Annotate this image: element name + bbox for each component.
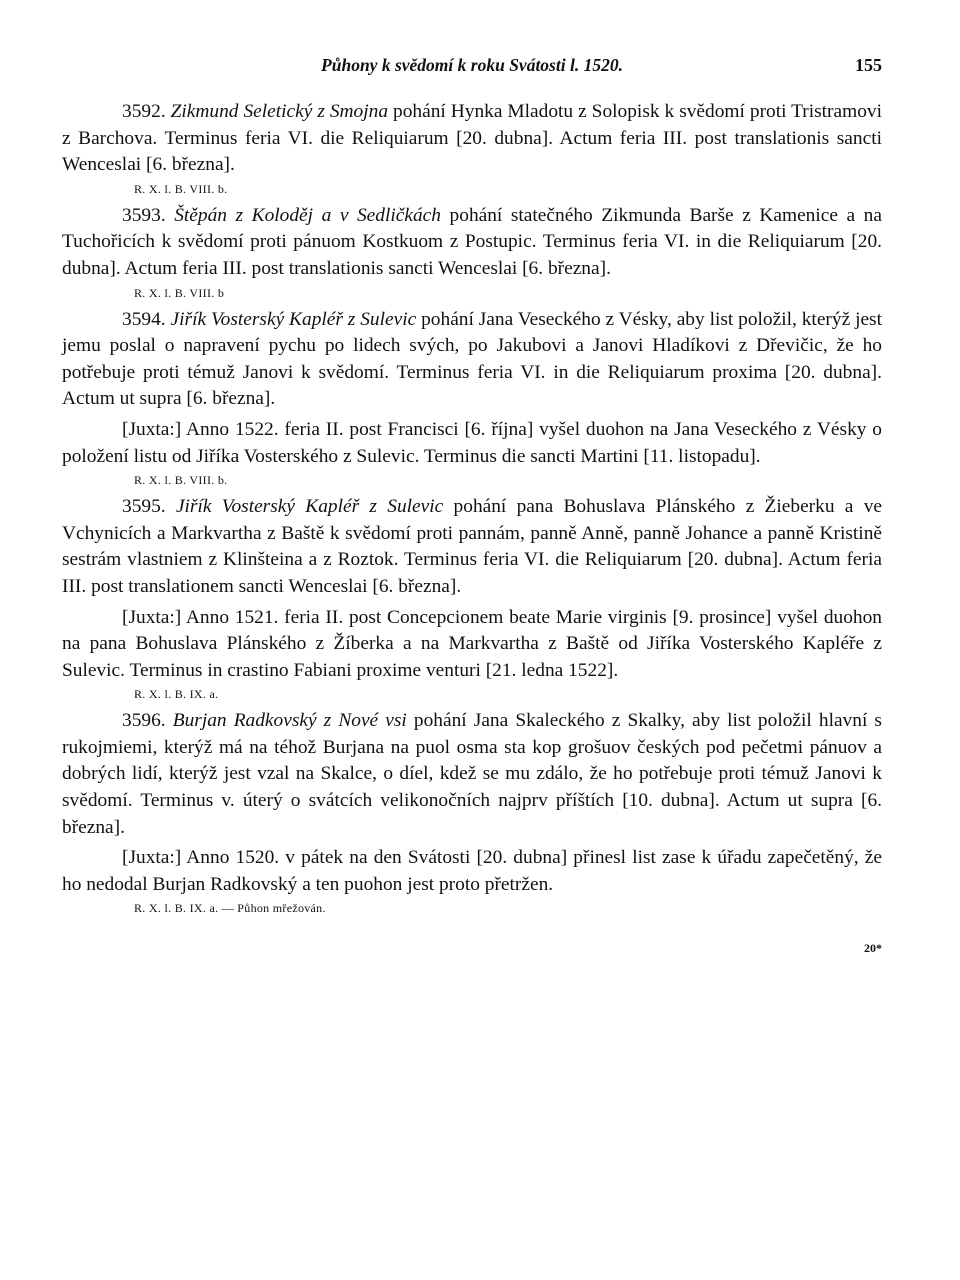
page-number: 155	[855, 55, 882, 75]
entry	[62, 708, 882, 917]
entry-number: 3593.	[122, 204, 166, 226]
entry-number: 3595.	[122, 496, 166, 518]
archive-citation: R. X. l. B. IX. a.	[134, 687, 219, 702]
entry-name: Zikmund Seletický z Smojna	[170, 101, 389, 122]
signature-mark: 20*	[864, 941, 882, 956]
entry-number: 3596.	[122, 710, 166, 732]
entry-paragraph	[62, 494, 882, 600]
entry-number: 3594.	[122, 308, 166, 330]
juxta-note: [Juxta:] Anno 1522. feria II. post Francisci [6. října] vyšel duohon na Jana Veseckého z Vésky o položení listu od Jiříka Vosterského z Sulevic. Terminus die sancti Martini [11. listopadu].	[62, 418, 882, 467]
entries-list	[62, 99, 882, 917]
entry-name: Burjan Radkovský z Nové vsi	[172, 710, 407, 732]
entry-name: Štěpán z Koloděj a v Sedličkách	[174, 204, 441, 226]
entry-text: pohání Jana Skaleckého z Skalky, aby list položil hlavní s rukojmiemi, kterýž má na téhož Burjana na puol osma sta kop grošuov českých pod pečetmi pánuov a dobrých lidí, kterýž jest vzal na Skalce, o díel, kdež se mu zdálo, že ho potřebuje proti témuž Janovi k svědomí. Terminus v. úterý o svátcích velikonočních najprv příštích [10. dubna]. Actum ut supra [6. března].	[62, 710, 882, 838]
entry-text: pohání statečného Zikmunda Barše z Kamenice a na Tuchořicích k svědomí proti pánuom Kostkuom z Postupic. Terminus feria VI. in die Reliquiarum [20. dubna]. Actum feria III. post translationis sancti Wenceslai [6. března].	[62, 204, 882, 279]
juxta-note: [Juxta:] Anno 1521. feria II. post Concepcionem beate Marie virginis [9. prosince] vyšel duohon na pana Bohuslava Plánského z Žíberka a na Markvartha z Baště od Jiříka Vosterského Kapléře z Sulevic. Terminus in crastino Fabiani proxime venturi [21. ledna 1522].	[62, 606, 882, 681]
entry	[62, 307, 882, 490]
entry-text: pohání Jana Veseckého z Vésky, aby list položil, kterýž jest jemu poslal o napravení pychu po lidech svých, po Jakubovi a Janovi Hladíkovi z Dřevičic, že ho potřebuje proti témuž Janovi k svědomí. Terminus feria VI. in die Reliquiarum proxima [20. dubna]. Actum ut supra [6. března].	[62, 308, 882, 410]
entry-number: 3592.	[122, 101, 166, 122]
entry-paragraph	[62, 203, 882, 283]
entry	[62, 494, 882, 703]
archive-citation: R. X. l. B. VIII. b.	[134, 473, 228, 488]
running-title: Půhony k svědomí k roku Svátosti l. 1520.	[321, 55, 623, 75]
juxta-note: [Juxta:] Anno 1520. v pátek na den Svátosti [20. dubna] přinesl list zase k úřadu zapečetěný, že ho nedodal Burjan Radkovský a ten puohon jest proto přetržen.	[62, 847, 882, 895]
entry-name: Jiřík Vosterský Kapléř z Sulevic	[170, 308, 417, 330]
entry-paragraph	[62, 99, 882, 179]
document-page	[62, 52, 882, 962]
archive-citation: R. X. l. B. VIII. b.	[134, 181, 228, 196]
archive-citation: R. X. l. B. VIII. b	[134, 285, 225, 300]
entry	[62, 99, 882, 198]
entry	[62, 203, 882, 302]
entry-text: pohání pana Bohuslava Plánského z Žieberku a ve Vchynicích a Markvartha z Baště k svědomí proti pannám, panně Anně, panně Johance a panně Kristině sestrám vlastniem z Klinšteina a z Roztok. Terminus feria VI. die Reliquiarum [20. dubna]. Actum feria III. post translationem sancti Wenceslai [6. března].	[62, 496, 882, 597]
entry-paragraph	[62, 307, 882, 413]
entry-text: pohání Hynka Mladotu z Solopisk k svědomí proti Tristramovi z Barchova. Terminus feria VI. die Reliquiarum [20. dubna]. Actum feria III. post translationis sancti Wenceslai [6. března].	[62, 101, 882, 176]
archive-citation: R. X. l. B. IX. a. — Půhon mřežován.	[134, 901, 326, 916]
entry-name: Jiřík Vosterský Kapléř z Sulevic	[175, 496, 444, 518]
page-header	[62, 52, 882, 78]
entry-paragraph	[62, 708, 882, 841]
